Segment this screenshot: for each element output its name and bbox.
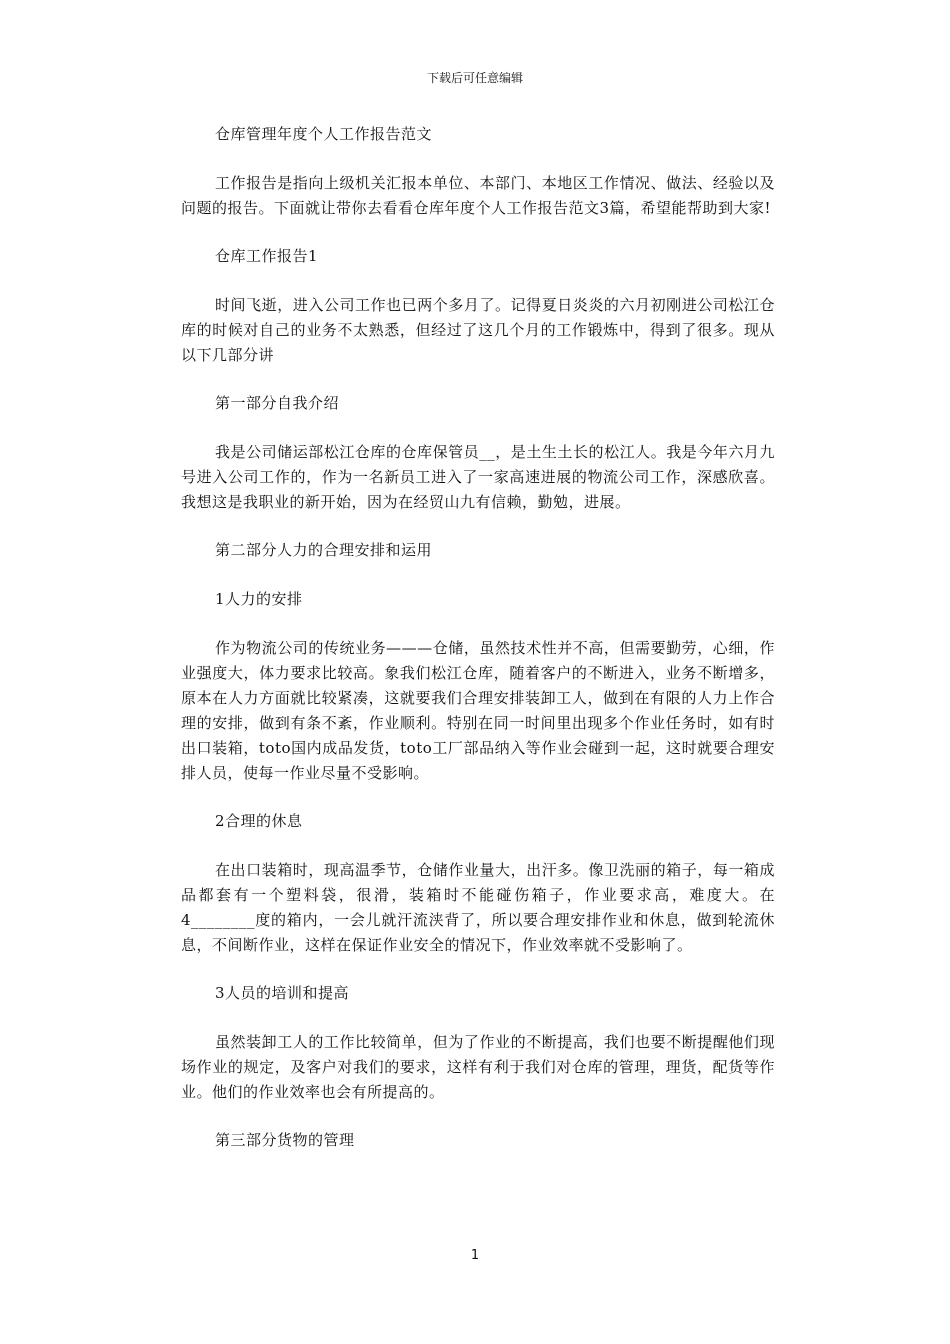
document-body [181, 122, 775, 1177]
body-paragraph: 我是公司储运部松江仓库的仓库保管员__，是土生土长的松江人。我是今年六月九号进入公司工作的，作为一名新员工进入了一家高速进展的物流公司工作，深感欣喜。我想这是我职业的新开始，因为在经贸山九有信赖，勤勉，进展。 [181, 443, 775, 511]
subsection-heading-2: 2合理的休息 [215, 812, 303, 830]
body-paragraph: 在出口装箱时，现高温季节，仓储作业量大，出汗多。像卫洗丽的箱子，每一箱成品都套有一个塑料袋，很滑，装箱时不能碰伤箱子，作业要求高，难度大。在4________度的箱内，一会儿就汗流浃背了，所以要合理安排作业和休息，做到轮流休息，不间断作业，这样在保证作业安全的情况下，作业效率就不受影响了。 [181, 861, 775, 954]
body-paragraph: 虽然装卸工人的工作比较简单，但为了作业的不断提高，我们也要不断提醒他们现场作业的规定，及客户对我们的要求，这样有利于我们对仓库的管理，理货，配货等作业。他们的作业效率也会有所提高的。 [181, 1033, 775, 1101]
document-title: 仓库管理年度个人工作报告范文 [215, 125, 433, 143]
subsection-heading-3: 3人员的培训和提高 [215, 984, 350, 1002]
subsection-heading-1: 1人力的安排 [215, 590, 303, 608]
section-heading-2: 第二部分人力的合理安排和运用 [215, 541, 433, 559]
body-paragraph: 作为物流公司的传统业务———仓储，虽然技术性并不高，但需要勤劳，心细，作业强度大，体力要求比较高。象我们松江仓库，随着客户的不断进入，业务不断增多，原本在人力方面就比较紧凑，这就要我们合理安排装卸工人，做到在有限的人力上作合理的安排，做到有条不紊，作业顺利。特别在同一时间里出现多个作业任务时，如有时出口装箱，toto国内成品发货，toto工厂部品纳入等作业会碰到一起，这时就要合理安排人员，使每一作业尽量不受影响。 [181, 639, 775, 782]
body-paragraph: 时间飞逝，进入公司工作也已两个多月了。记得夏日炎炎的六月初刚进公司松江仓库的时候对自己的业务不太熟悉，但经过了这几个月的工作锻炼中，得到了很多。现从以下几部分讲 [181, 296, 775, 364]
page-number: 1 [470, 1248, 480, 1263]
header-note: 下载后可任意编辑 [426, 71, 523, 85]
section-heading-1: 第一部分自我介绍 [215, 394, 340, 412]
section-heading-3: 第三部分货物的管理 [215, 1131, 355, 1149]
intro-paragraph: 工作报告是指向上级机关汇报本单位、本部门、本地区工作情况、做法、经验以及问题的报告。下面就让带你去看看仓库年度个人工作报告范文3篇，希望能帮助到大家! [181, 174, 775, 217]
report-heading-1: 仓库工作报告1 [215, 247, 319, 265]
